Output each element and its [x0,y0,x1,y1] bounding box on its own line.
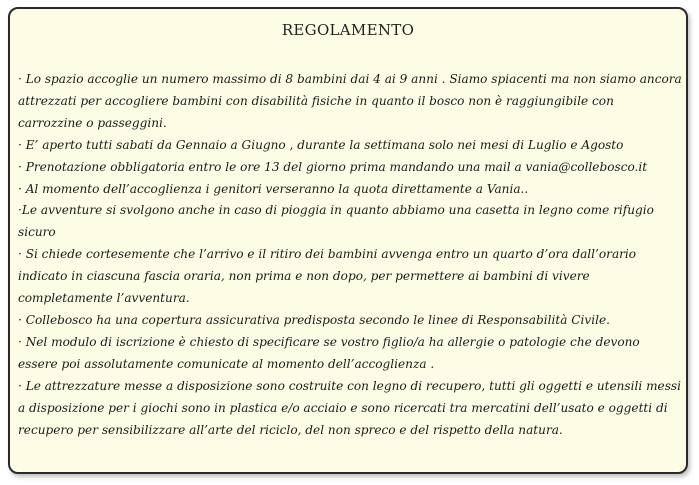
rules-list [18,69,682,441]
rule-item: · Nel modulo di iscrizione è chiesto di specificare se vostro figlio/a ha allergie o patologie che devono essere poi assolutamente comunicate al momento dell’accoglienza . [18,334,640,371]
panel-title: REGOLAMENTO [281,21,415,39]
rule-item: · Prenotazione obbligatoria entro le ore 13 del giorno prima mandando una mail a vania@collebosco.it [18,159,648,174]
rules-panel [8,7,688,474]
rule-item: · Collebosco ha una copertura assicurativa predisposta secondo le linee di Responsabilità Civile. [18,312,610,327]
rule-item: · Al momento dell’accoglienza i genitori verseranno la quota direttamente a Vania.. [18,181,529,196]
rule-item: · Le attrezzature messe a disposizione sono costruite con legno di recupero, tutti gli oggetti e utensili messi a disposizione per i giochi sono in plastica e/o acciaio e sono ricercati tra mercatini dell’usato e oggetti di recupero per sensibilizzare all’arte del riciclo, del non spreco e del rispetto della natura. [18,378,681,437]
rule-item: · E’ aperto tutti sabati da Gennaio a Giugno , durante la settimana solo nei mesi di Luglio e Agosto [18,137,624,152]
rule-item: · Si chiede cortesemente che l’arrivo e il ritiro dei bambini avvenga entro un quarto d’ora dall’orario indicato in ciascuna fascia oraria, non prima e non dopo, per permettere ai bambini di vivere completamente l’avventura. [18,247,637,306]
rule-item: · Lo spazio accoglie un numero massimo di 8 bambini dai 4 ai 9 anni . Siamo spiacenti ma non siamo ancora attrezzati per accogliere bambini con disabilità fisiche in quanto il bosco non è raggiungibile con carrozzine o passeggini. [18,72,682,130]
rule-item: ·Le avventure si svolgono anche in caso di pioggia in quanto abbiamo una casetta in legno come rifugio sicuro [18,203,654,240]
